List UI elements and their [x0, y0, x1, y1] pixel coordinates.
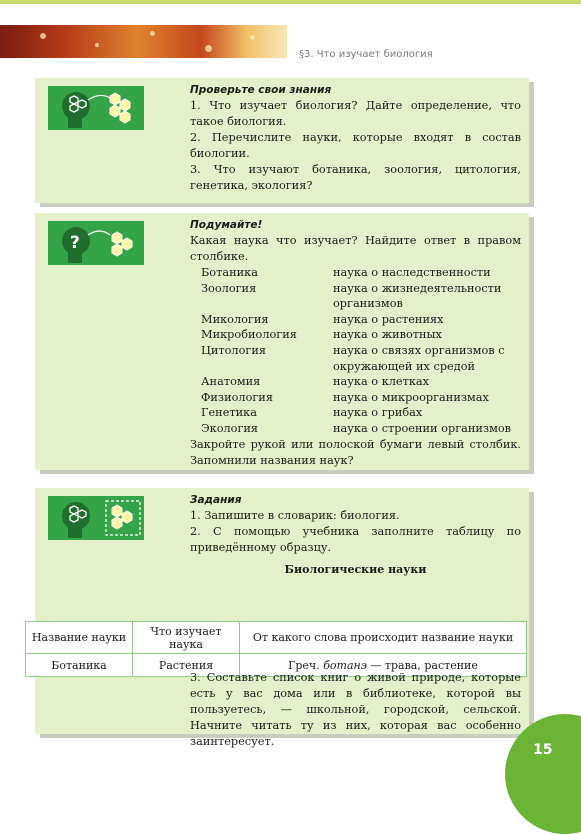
question-mark-glyph: ? [70, 233, 80, 253]
head-with-cells-icon [48, 86, 144, 130]
science-study: наука о микроорганизмах [333, 390, 489, 404]
science-study: наука о растениях [333, 312, 444, 326]
task-2: 2. С помощью учебника заполните таблицу по приведённому образцу. [190, 525, 521, 554]
science-study: наука о грибах [333, 406, 423, 420]
top-rule [0, 0, 581, 4]
task-3: 3. Составьте список книг о живой природе, которые есть у вас дома или в библиотеке, которой вы пользуетесь, — школьной, городской, сельской. Начните читать ту из них, которая вас особенно заинтересует. [190, 671, 521, 748]
box-title: Подумайте! [190, 219, 263, 231]
science-name: Экология [201, 421, 259, 435]
box-title: Задания [190, 494, 242, 506]
table-header-cell: Что изучает наука [133, 622, 240, 654]
origin-word: ботанэ [323, 658, 367, 672]
header-banner-image [0, 25, 287, 58]
question-3: 3. Что изучают ботаника, зоология, цитология, генетика, экология? [190, 163, 521, 192]
think-outro: Закройте рукой или полоской бумаги левый столбик. Запомнили названия наук? [190, 437, 521, 467]
science-study: наука о строении организмов [333, 421, 512, 435]
science-study: наука о связях организмов с окружающей их средой [333, 343, 505, 373]
science-name: Ботаника [201, 266, 258, 279]
head-with-question-icon [48, 221, 144, 265]
box-title: Проверьте свои знания [190, 84, 332, 96]
question-2: 2. Перечислите науки, которые входят в состав биологии. [190, 131, 521, 160]
running-head: §3. Что изучает биология [299, 49, 433, 60]
science-study: наука о наследственности [333, 266, 491, 279]
science-study: наука о клетках [333, 375, 430, 389]
science-name: Цитология [201, 343, 266, 357]
task-1: 1. Запишите в словарик: биология. [190, 509, 400, 522]
table-header-cell: От какого слова происходит название науки [240, 622, 527, 654]
table-header-row [26, 622, 527, 654]
think-box [35, 213, 529, 470]
science-study: наука о животных [333, 328, 442, 342]
think-intro: Какая наука что изучает? Найдите ответ в правом столбике. [190, 234, 521, 263]
head-with-cells-grid-icon [48, 496, 144, 540]
science-name: Микология [201, 312, 269, 326]
table-cell: Ботаника [26, 654, 133, 677]
table-title: Биологические науки [284, 563, 427, 576]
origin-prefix: Греч. [288, 658, 320, 672]
science-name: Микробиология [201, 328, 297, 342]
science-match-list [201, 265, 521, 437]
science-name: Зоология [201, 281, 257, 295]
origin-rest: — трава, растение [366, 658, 478, 672]
science-study: наука о жизнедеятельности организмов [333, 281, 502, 311]
tasks-box [31, 488, 529, 748]
science-name: Генетика [201, 406, 257, 420]
science-name: Физиология [201, 390, 273, 404]
question-1: 1. Что изучает биология? Дайте определение, что такое биология. [190, 99, 521, 128]
table-cell: Растения [133, 654, 240, 677]
science-name: Анатомия [201, 375, 261, 389]
page-number: 15 [533, 742, 553, 758]
check-knowledge-box [35, 78, 529, 203]
sciences-table [25, 621, 527, 677]
table-header-cell: Название науки [26, 622, 133, 654]
